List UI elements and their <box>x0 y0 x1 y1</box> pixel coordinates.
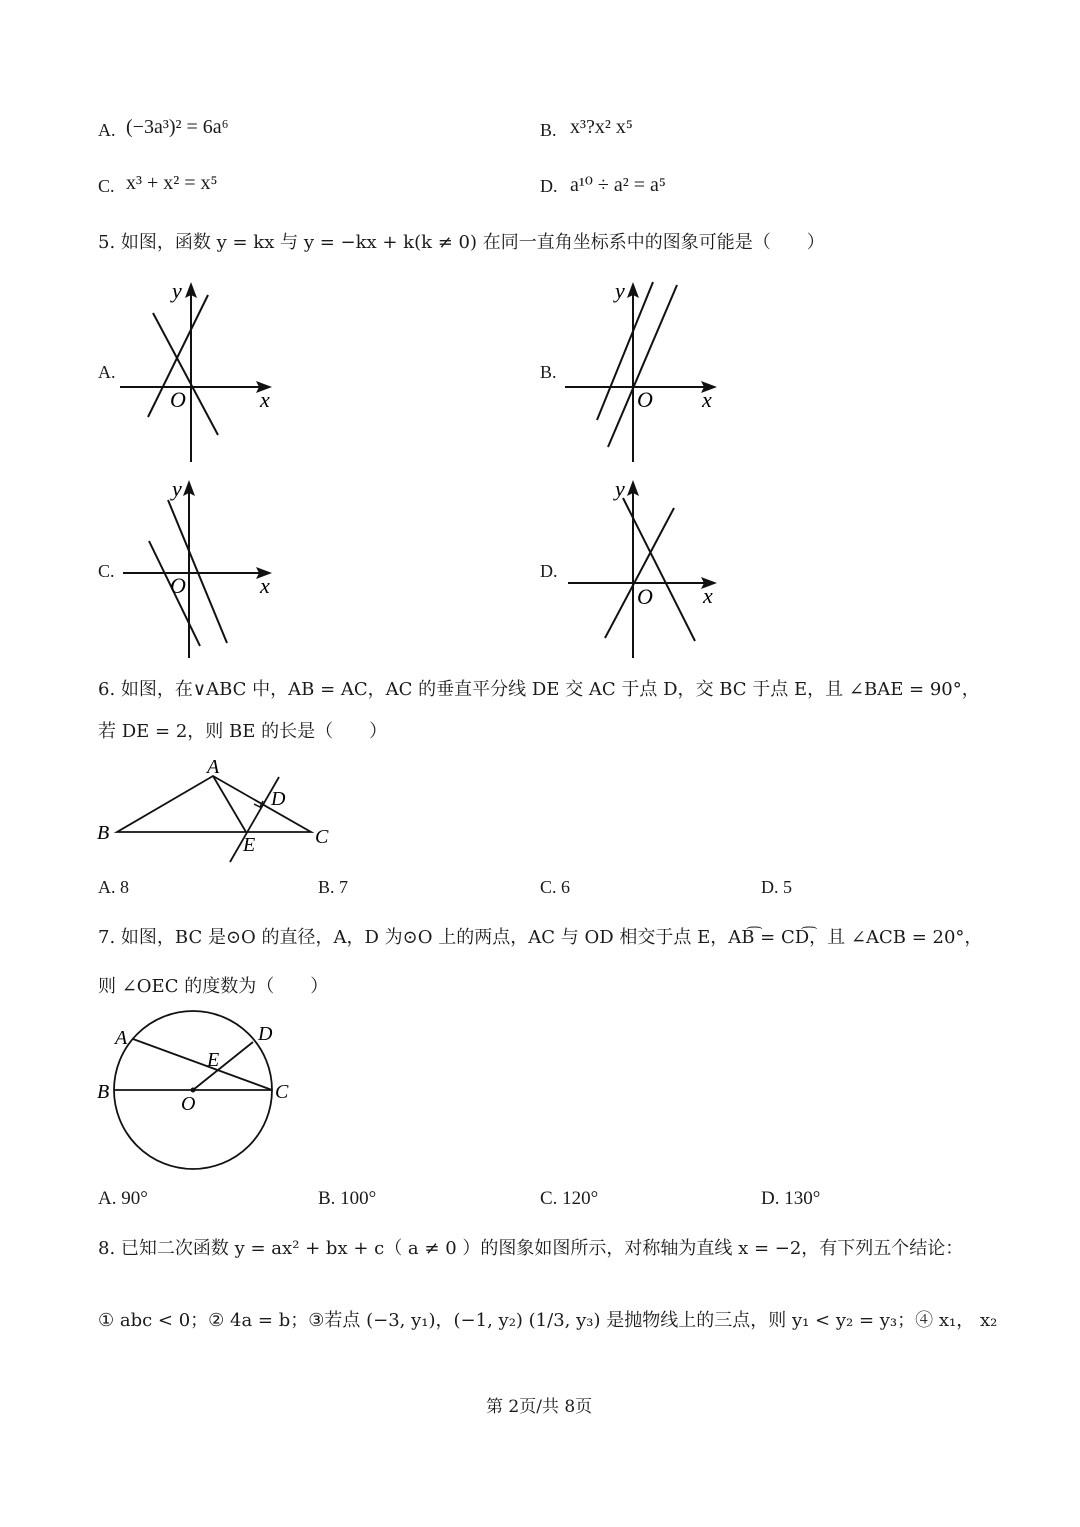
q5-stem: 5. 如图，函数 y = kx 与 y = −kx + k(k ≠ 0) 在同一直角坐标系中的图象可能是（ ） <box>98 232 825 253</box>
q7-stem-line1: 7. 如图，BC 是⊙O 的直径，A，D 为⊙O 上的两点，AC 与 OD 相交于点 E，AB͡ = CD͡，且 ∠ACB = 20°， <box>98 927 983 948</box>
q5-a-origin-label: O <box>170 387 186 412</box>
q5-option-a-label: A. <box>98 362 116 382</box>
q5-option-b-label: B. <box>540 362 557 382</box>
q5-b-origin-label: O <box>637 387 653 412</box>
q6-point-c: C <box>315 826 329 848</box>
q7-point-o: O <box>181 1093 196 1115</box>
q6-point-e: E <box>243 834 256 856</box>
q7-point-e: E <box>207 1049 220 1071</box>
q4-option-b-label: B. <box>540 120 557 140</box>
q5-a-y-label: y <box>172 278 182 303</box>
q7-answer-b: B. 100° <box>318 1188 377 1209</box>
q6-stem-line2: 若 DE = 2，则 BE 的长是（ ） <box>98 721 388 742</box>
q5-option-d-label: D. <box>540 561 558 581</box>
q7-answer-c: C. 120° <box>540 1188 599 1209</box>
q7-point-b: B <box>97 1081 110 1103</box>
q4-option-c-label: C. <box>98 176 115 196</box>
q5-graph-b <box>565 280 725 465</box>
q6-stem-line1: 6. 如图，在∨ABC 中，AB = AC，AC 的垂直平分线 DE 交 AC 于点 D，交 BC 于点 E，且 ∠BAE = 90°， <box>98 679 980 700</box>
q7-point-a: A <box>115 1027 128 1049</box>
q4-option-d-label: D. <box>540 176 558 196</box>
q5-graph-c <box>120 478 280 663</box>
q5-option-c-label: C. <box>98 561 115 581</box>
q8-stem-line1: 8. 已知二次函数 y = ax² + bx + c（ a ≠ 0 ）的图象如图所示，对称轴为直线 x = −2，有下列五个结论： <box>98 1238 964 1259</box>
q7-point-d: D <box>258 1023 273 1045</box>
q6-triangle-figure <box>95 755 345 865</box>
q8-stem-line2: ① abc < 0；② 4a = b；③若点 (−3, y₁)，(−1, y₂) (1/3, y₃) 是抛物线上的三点，则 y₁ < y₂ = y₃；④ x₁， x₂ <box>98 1310 998 1331</box>
q7-circle-figure <box>95 1015 305 1180</box>
q7-point-c: C <box>275 1081 289 1103</box>
q5-c-y-label: y <box>172 476 182 501</box>
q5-graph-d <box>565 478 725 663</box>
q5-d-origin-label: O <box>637 584 653 609</box>
q5-c-origin-label: O <box>170 573 186 598</box>
q5-d-y-label: y <box>615 476 625 501</box>
q6-answer-b: B. 7 <box>318 877 349 897</box>
q5-graph-a <box>120 280 280 465</box>
q6-answer-d: D. 5 <box>761 877 792 897</box>
q7-answer-d: D. 130° <box>761 1188 821 1209</box>
q7-answer-a: A. 90° <box>98 1188 148 1209</box>
q5-a-x-label: x <box>260 387 270 412</box>
page-number-footer: 第 2页/共 8页 <box>486 1397 593 1417</box>
q6-point-d: D <box>271 788 286 810</box>
q4-option-a-label: A. <box>98 120 116 140</box>
q5-b-y-label: y <box>615 278 625 303</box>
q4-option-a-expr: (−3a³)² = 6a⁶ <box>126 116 229 138</box>
q5-b-x-label: x <box>702 387 712 412</box>
q5-c-x-label: x <box>260 573 270 598</box>
q4-option-c-expr: x³ + x² = x⁵ <box>126 172 218 194</box>
q6-answer-a: A. 8 <box>98 877 129 897</box>
q6-point-a: A <box>207 756 220 778</box>
q6-point-b: B <box>97 822 110 844</box>
q6-answer-c: C. 6 <box>540 877 571 897</box>
q4-option-d-expr: a¹⁰ ÷ a² = a⁵ <box>570 174 666 196</box>
q7-stem-line2: 则 ∠OEC 的度数为（ ） <box>98 976 329 997</box>
q5-d-x-label: x <box>703 583 713 608</box>
q4-option-b-expr: x³?x² x⁵ <box>570 116 633 138</box>
